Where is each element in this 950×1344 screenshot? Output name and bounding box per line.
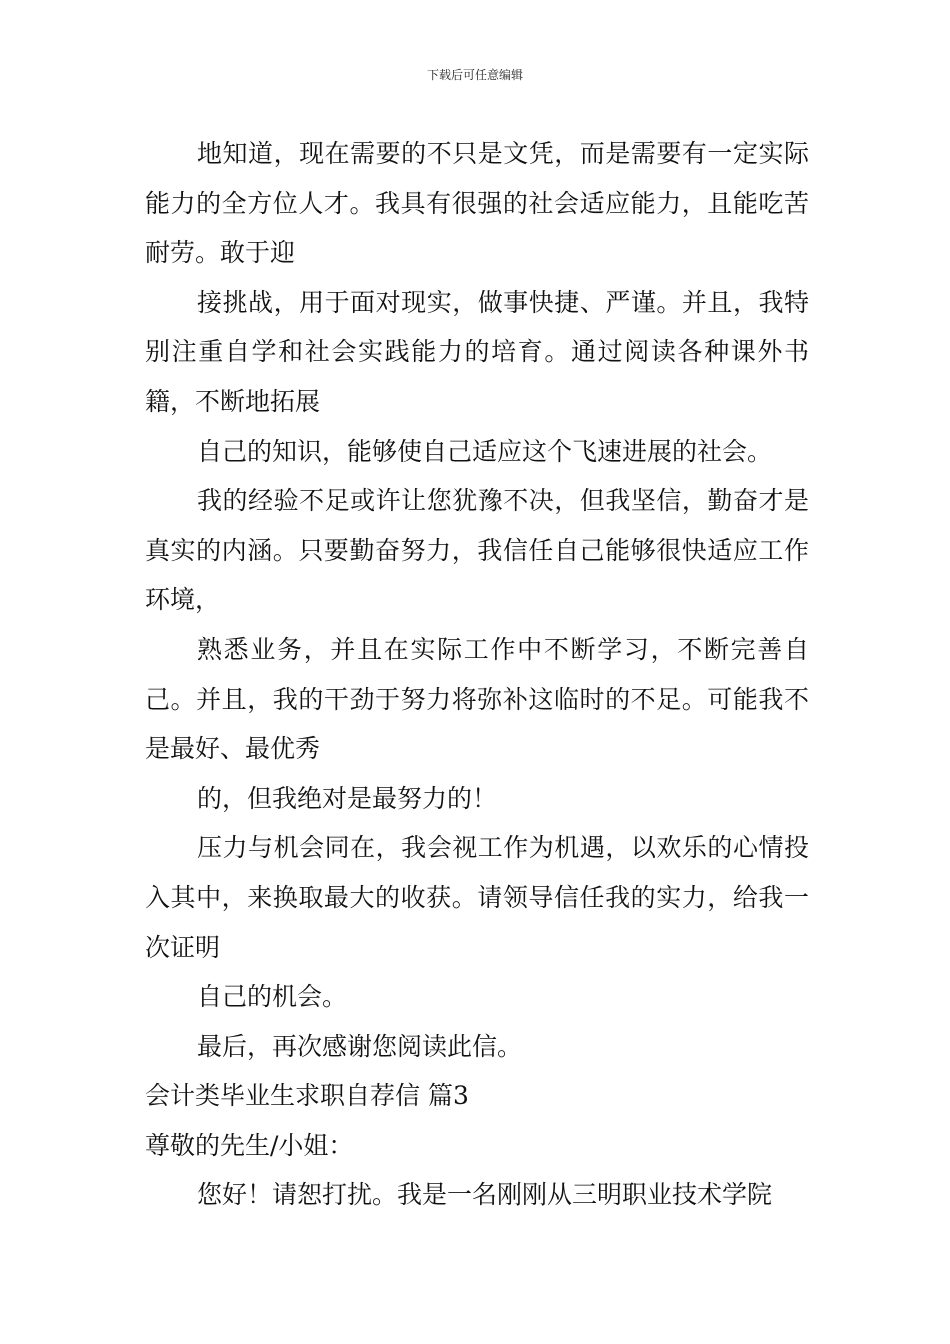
paragraph-6: 的，但我绝对是最努力的！ [197,783,498,813]
paragraph-opening: 您好！请恕打扰。我是一名刚刚从三明职业技术学院 [197,1180,773,1210]
paragraph-5: 熟悉业务，并且在实际工作中不断学习，不断完善自己。并且，我的干劲于努力将弥补这临时的不足。可能我不是最好、最优秀 [145,634,809,764]
paragraph-8: 自己的机会。 [197,982,348,1012]
document-body [145,129,809,1220]
paragraph-1: 地知道，现在需要的不只是文凭，而是需要有一定实际能力的全方位人才。我具有很强的社会适应能力，且能吃苦耐劳。敢于迎 [145,139,809,268]
paragraph-4: 我的经验不足或许让您犹豫不决，但我坚信，勤奋才是真实的内涵。只要勤奋努力，我信任自己能够很快适应工作环境， [145,486,809,615]
paragraph-9: 最后，再次感谢您阅读此信。 [197,1031,523,1061]
section-heading: 会计类毕业生求职自荐信 篇3 [145,1081,469,1111]
paragraph-3: 自己的知识，能够使自己适应这个飞速进展的社会。 [197,436,773,466]
paragraph-7: 压力与机会同在，我会视工作为机遇，以欢乐的心情投入其中，来换取最大的收获。请领导信任我的实力，给我一次证明 [145,833,809,962]
header-note: 下载后可任意编辑 [426,68,523,82]
paragraph-2: 接挑战，用于面对现实，做事快捷、严谨。并且，我特别注重自学和社会实践能力的培育。通过阅读各种课外书籍，不断地拓展 [145,287,809,416]
salutation: 尊敬的先生/小姐： [145,1130,354,1160]
